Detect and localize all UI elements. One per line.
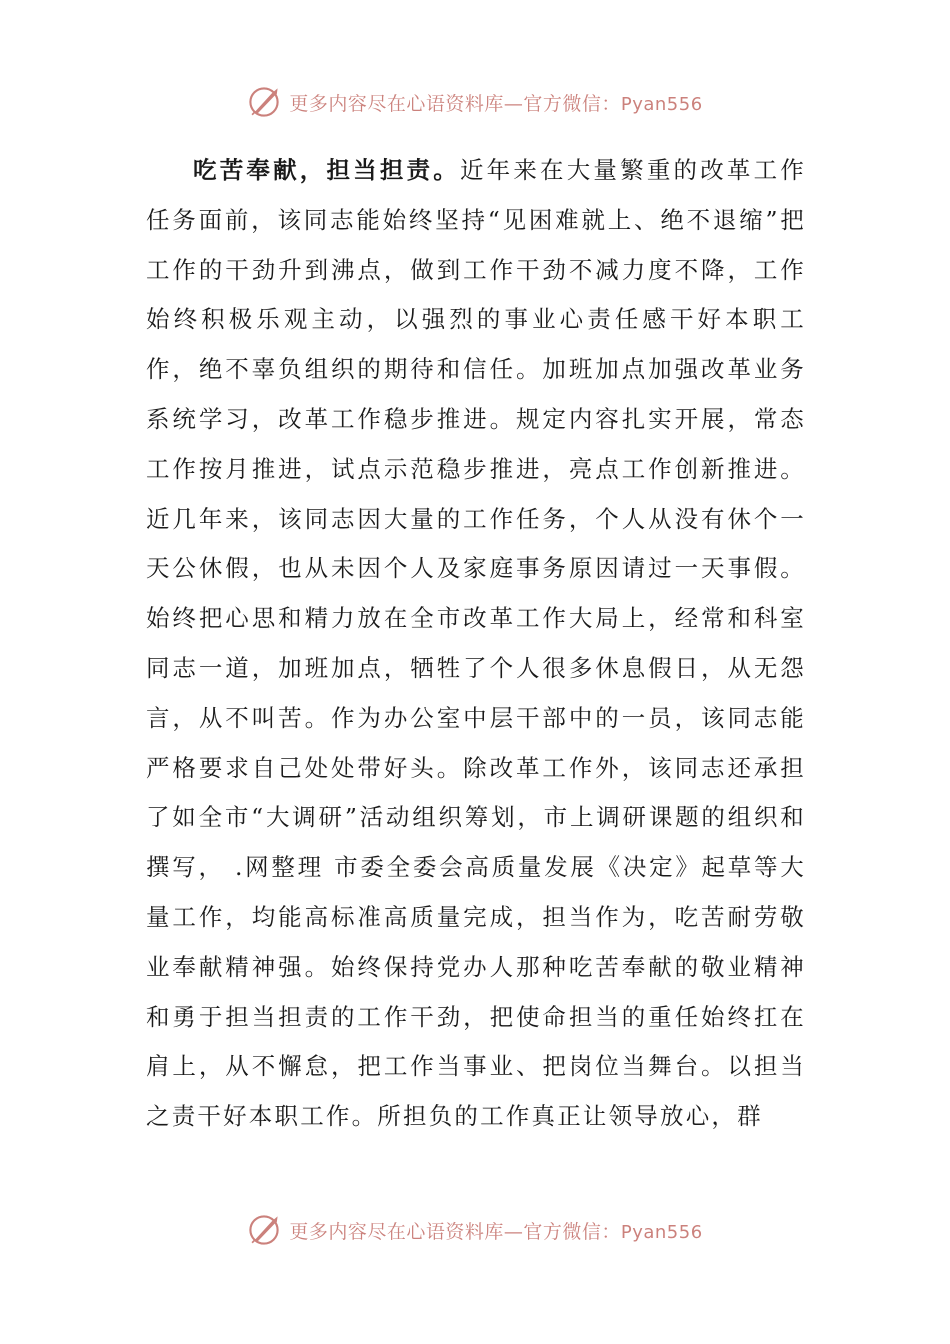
quill-logo-icon (247, 1213, 281, 1247)
lead-heading: 吃苦奉献，担当担责。 (193, 156, 460, 184)
footer-watermark-id: Pyan556 (620, 1221, 703, 1243)
body-paragraph (146, 146, 806, 1142)
header-watermark-cn: 更多内容尽在心语资料库—官方微信： (289, 92, 621, 115)
footer-watermark-group (247, 1213, 702, 1247)
document-body (146, 146, 806, 1142)
header-watermark-text (289, 89, 702, 116)
header-watermark-id: Pyan556 (620, 93, 703, 115)
quill-logo-icon (247, 85, 281, 119)
header-watermark-group (247, 85, 702, 119)
footer-watermark-banner (0, 1210, 950, 1250)
header-watermark-banner (0, 82, 950, 122)
footer-watermark-cn: 更多内容尽在心语资料库—官方微信： (289, 1220, 621, 1243)
paragraph-text: 近年来在大量繁重的改革工作任务面前，该同志能始终坚持“见困难就上、绝不退缩”把工作的干劲升到沸点，做到工作干劲不减力度不降，工作始终积极乐观主动，以强烈的事业心责任感干好本职工作，绝不辜负组织的期待和信任。加班加点加强改革业务系统学习，改革工作稳步推进。规定内容扎实开展，常态工作按月推进，试点示范稳步推进，亮点工作创新推进。近几年来，该同志因大量的工作任务，个人从没有休个一天公休假，也从未因个人及家庭事务原因请过一天事假。始终把心思和精力放在全市改革工作大局上，经常和科室同志一道，加班加点，牺牲了个人很多休息假日，从无怨言，从不叫苦。作为办公室中层干部中的一员，该同志能严格要求自己处处带好头。除改革工作外，该同志还承担了如全市“大调研”活动组织筹划，市上调研课题的组织和撰写， .网整理 市委全委会高质量发展《决定》起草等大量工作，均能高标准高质量完成，担当作为，吃苦耐劳敬业奉献精神强。始终保持党办人那种吃苦奉献的敬业精神和勇于担当担责的工作干劲，把使命担当的重任始终扛在肩上，从不懈怠，把工作当事业、把岗位当舞台。以担当之责干好本职工作。所担负的工作真正让领导放心，群 (146, 156, 806, 1131)
footer-watermark-text (289, 1217, 702, 1244)
